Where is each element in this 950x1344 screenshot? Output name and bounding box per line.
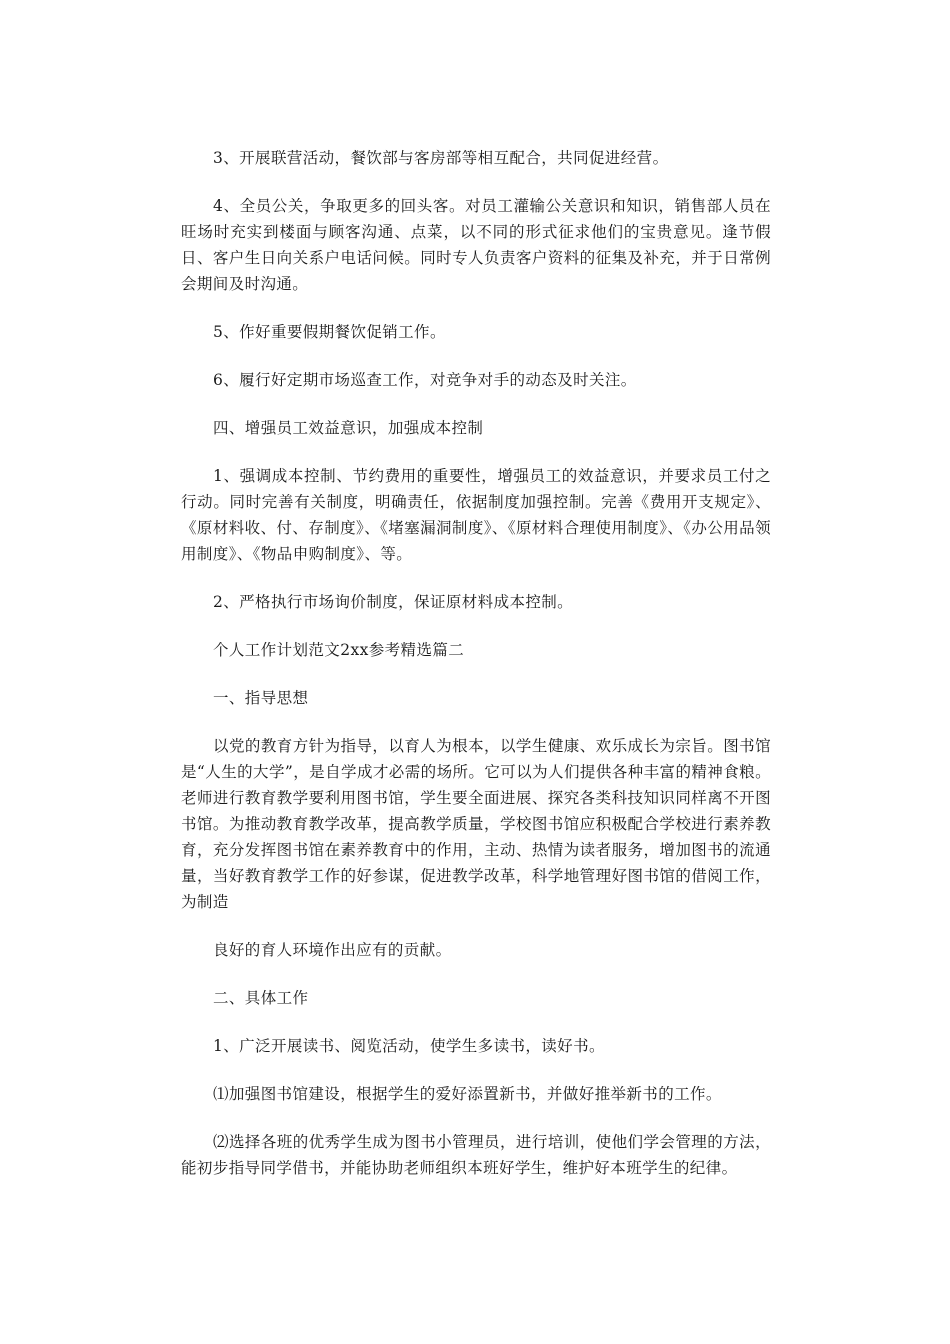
paragraph-1: 3、开展联营活动，餐饮部与客房部等相互配合，共同促进经营。: [213, 149, 669, 167]
section-heading-1: 一、指导思想: [213, 689, 309, 707]
section-heading-2: 二、具体工作: [213, 989, 309, 1007]
document-body: [181, 145, 771, 1203]
paragraph-2: 4、全员公关，争取更多的回头客。对员工灌输公关意识和知识，销售部人员在旺场时充实到楼面与顾客沟通、点菜，以不同的形式征求他们的宝贵意见。逢节假日、客户生日向关系户电话问候。同时专人负责客户资料的征集及补充，并于日常例会期间及时沟通。: [181, 197, 771, 293]
paragraph-7: 2、严格执行市场询价制度，保证原材料成本控制。: [213, 593, 574, 611]
paragraph-4: 6、履行好定期市场巡查工作，对竞争对手的动态及时关注。: [213, 371, 637, 389]
section-heading-4: 四、增强员工效益意识，加强成本控制: [213, 419, 484, 437]
article-title: 个人工作计划范文2xx参考精选篇二: [213, 641, 465, 659]
paragraph-14: ⑴加强图书馆建设，根据学生的爱好添置新书，并做好推举新书的工作。: [213, 1085, 722, 1103]
paragraph-6: 1、强调成本控制、节约费用的重要性，增强员工的效益意识，并要求员工付之行动。同时完善有关制度，明确责任，依据制度加强控制。完善《费用开支规定》、《原材料收、付、存制度》、《堵塞漏洞制度》、《原材料合理使用制度》、《办公用品领用制度》、《物品申购制度》、等。: [181, 467, 771, 563]
paragraph-10: 以党的教育方针为指导，以育人为根本，以学生健康、欢乐成长为宗旨。图书馆是“人生的大学”，是自学成才必需的场所。它可以为人们提供各种丰富的精神食粮。老师进行教育教学要利用图书馆，学生要全面进展、探究各类科技知识同样离不开图书馆。为推动教育教学改革，提高教学质量，学校图书馆应积极配合学校进行素养教育，充分发挥图书馆在素养教育中的作用，主动、热情为读者服务，增加图书的流通量，当好教育教学工作的好参谋，促进教学改革，科学地管理好图书馆的借阅工作，为制造: [181, 737, 771, 911]
paragraph-3: 5、作好重要假期餐饮促销工作。: [213, 323, 446, 341]
paragraph-13: 1、广泛开展读书、阅览活动，使学生多读书，读好书。: [213, 1037, 605, 1055]
paragraph-15: ⑵选择各班的优秀学生成为图书小管理员，进行培训，使他们学会管理的方法，能初步指导同学借书，并能协助老师组织本班好学生，维护好本班学生的纪律。: [181, 1133, 771, 1177]
paragraph-11: 良好的育人环境作出应有的贡献。: [213, 941, 452, 959]
